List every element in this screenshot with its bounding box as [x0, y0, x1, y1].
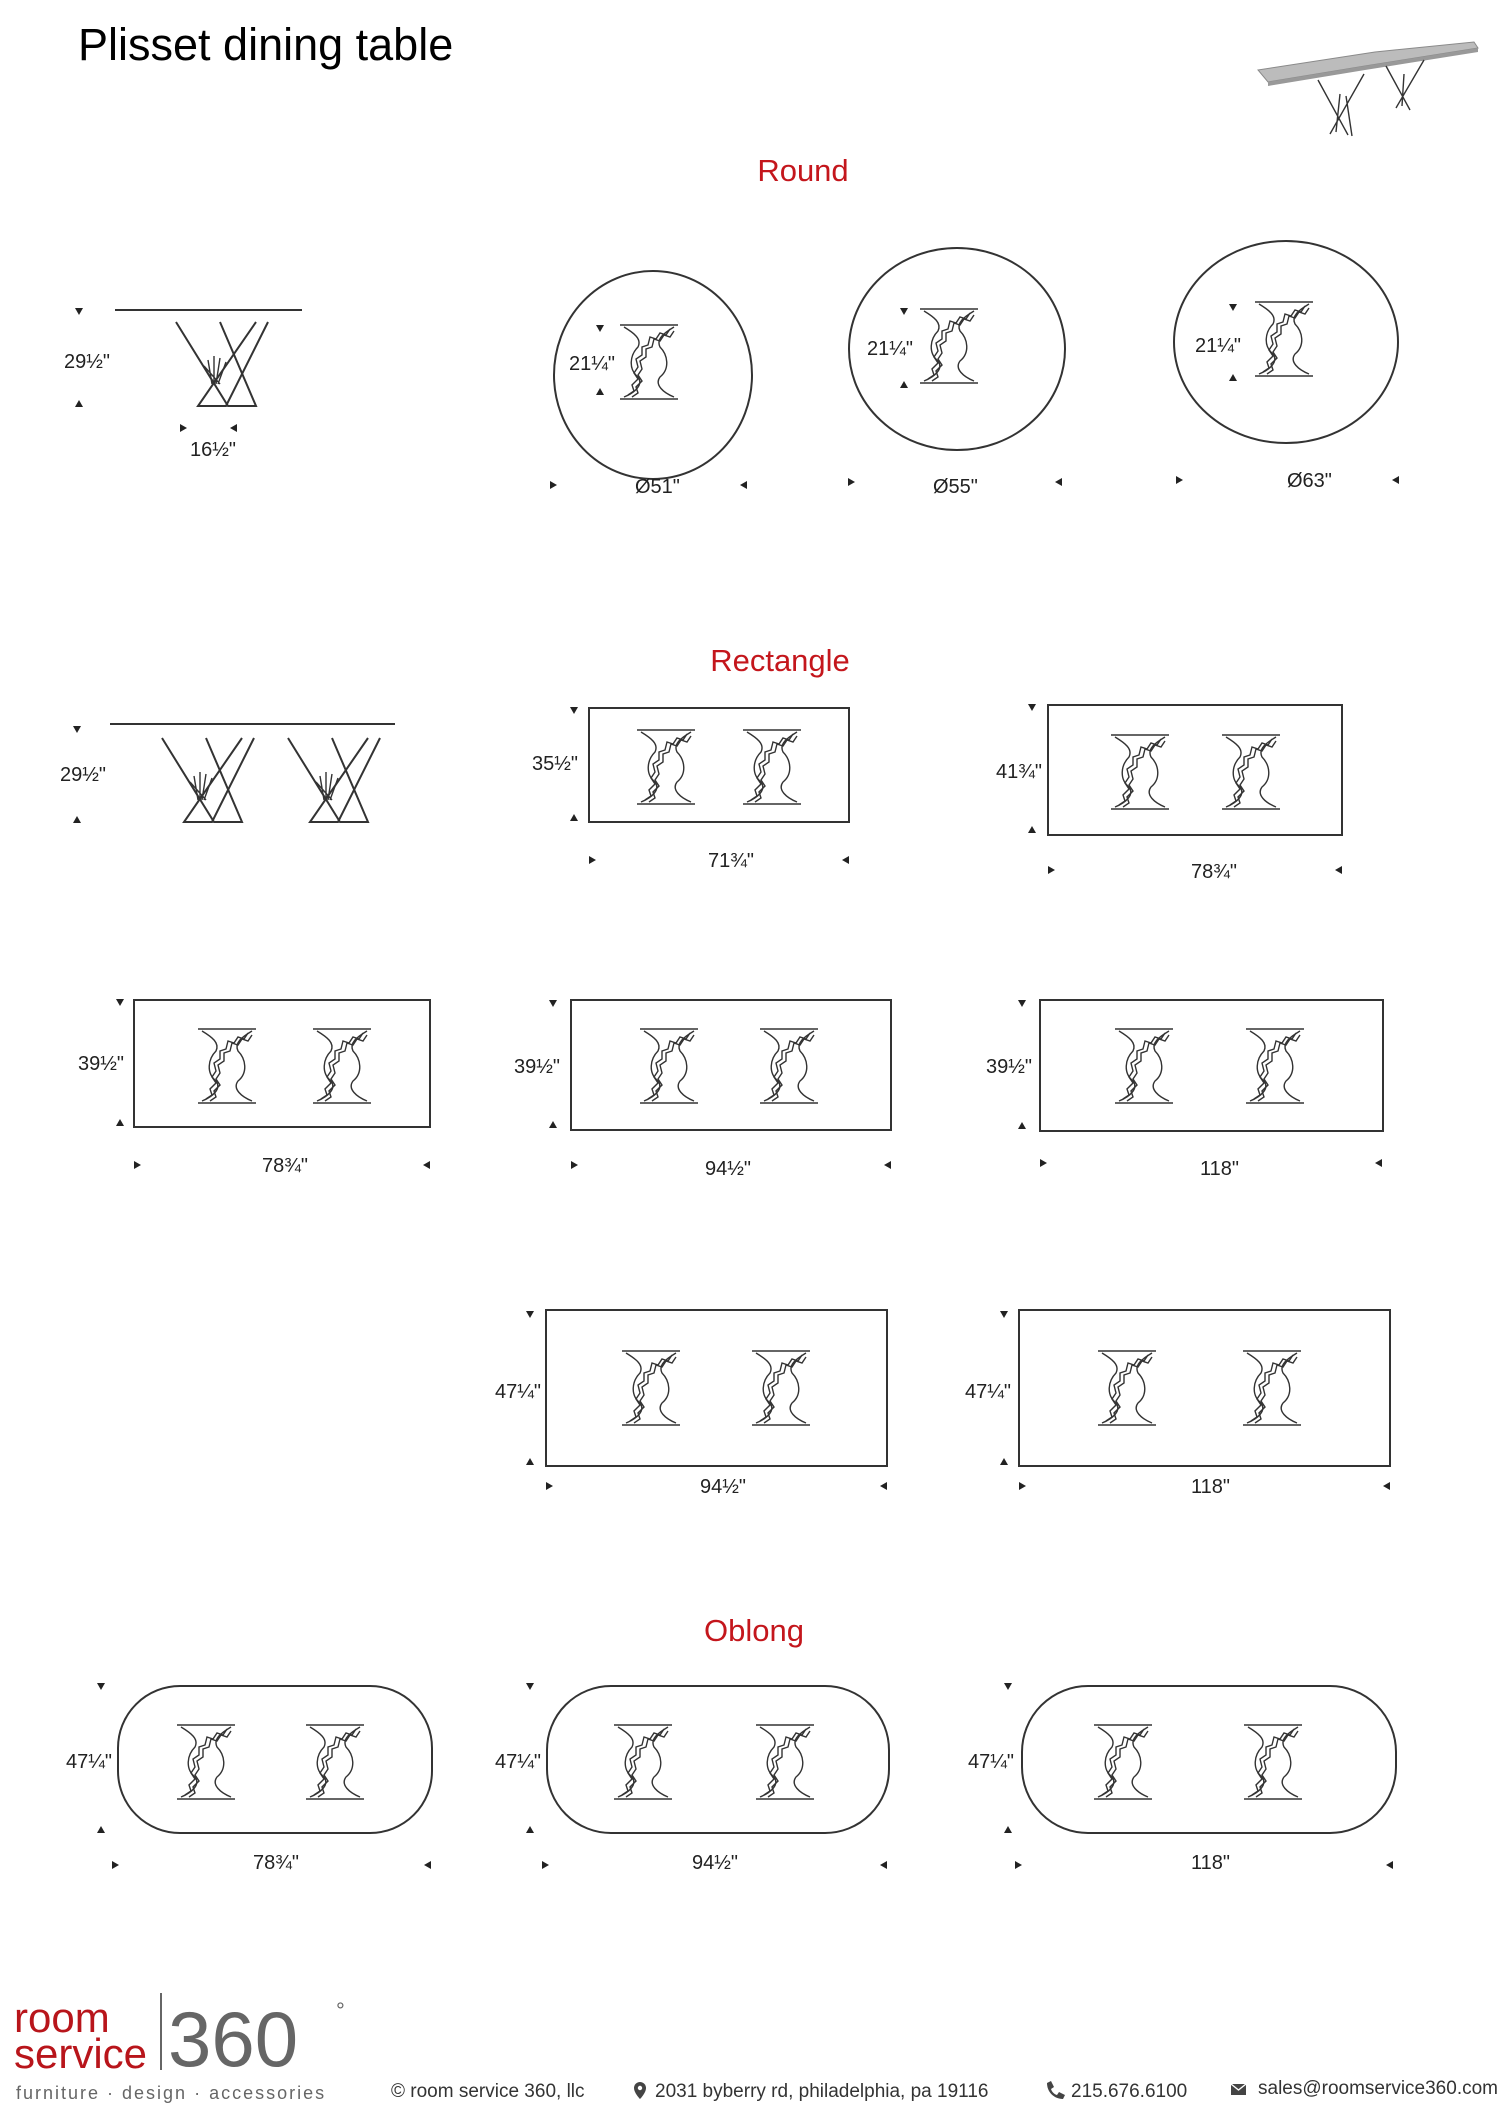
round-51-diameter: Ø51" [635, 476, 680, 498]
brand-logo [14, 1993, 345, 2083]
rectangle-71-depth: 35½" [532, 753, 579, 775]
section-heading-rectangle: Rectangle [710, 643, 850, 678]
round-side-height: 29½" [64, 351, 111, 373]
oblong-94-length: 94½" [692, 1852, 739, 1874]
footer-email: sales@roomservice360.com [1258, 2078, 1498, 2099]
oblong-top-118 [968, 1683, 1396, 1874]
rectangle-94-39-length: 94½" [705, 1158, 752, 1180]
oblong-78-length: 78¾" [253, 1852, 300, 1874]
brand-360: 360 [168, 1995, 299, 2083]
rectangle-118-47-depth: 47¼" [965, 1381, 1012, 1403]
round-top-51 [550, 271, 752, 498]
round-63-diameter: Ø63" [1287, 470, 1332, 492]
rectangle-top-94-39 [514, 1000, 891, 1180]
rectangle-top-94-47 [495, 1310, 887, 1498]
oblong-78-depth: 47¼" [66, 1751, 113, 1773]
round-side-base-width: 16½" [190, 439, 237, 461]
round-55-diameter: Ø55" [933, 476, 978, 498]
round-51-base-size: 21¼" [569, 353, 616, 375]
map-pin-icon [634, 2082, 646, 2099]
section-heading-round: Round [757, 153, 849, 188]
round-side-elevation [64, 308, 302, 461]
round-top-63 [1174, 241, 1399, 492]
rectangle-top-118-39 [986, 1000, 1383, 1180]
rectangle-118-39-depth: 39½" [986, 1056, 1033, 1078]
oblong-94-depth: 47¼" [495, 1751, 542, 1773]
oblong-118-depth: 47¼" [968, 1751, 1015, 1773]
rectangle-94-47-length: 94½" [700, 1476, 747, 1498]
rectangle-top-118-47 [965, 1310, 1390, 1498]
rectangle-78-41-length: 78¾" [1191, 861, 1238, 883]
oblong-top-78 [66, 1683, 432, 1874]
rectangle-top-71 [532, 707, 849, 872]
rectangle-side-elevation [60, 724, 395, 823]
footer-copyright: © room service 360, llc [391, 2081, 585, 2102]
section-heading-oblong: Oblong [704, 1613, 804, 1648]
rectangle-78-39-length: 78¾" [262, 1155, 309, 1177]
brand-degree: ° [336, 1998, 345, 2023]
footer-phone: 215.676.6100 [1071, 2081, 1188, 2102]
envelope-icon [1231, 2084, 1246, 2095]
rectangle-top-78-39 [78, 999, 430, 1177]
rectangle-top-78-41 [996, 704, 1342, 883]
rectangle-78-41-depth: 41¾" [996, 761, 1043, 783]
table-perspective-thumbnail [1258, 42, 1478, 136]
footer [14, 1993, 1498, 2103]
phone-icon [1047, 2081, 1065, 2099]
round-top-55 [848, 248, 1065, 498]
brand-service: service [14, 2030, 148, 2077]
rectangle-94-47-depth: 47¼" [495, 1381, 542, 1403]
rectangle-side-height: 29½" [60, 764, 107, 786]
brand-tagline: furniture · design · accessories [16, 2083, 327, 2103]
oblong-118-length: 118" [1191, 1852, 1230, 1874]
rectangle-94-39-depth: 39½" [514, 1056, 561, 1078]
brand-room: room [14, 1994, 110, 2041]
oblong-top-94 [495, 1683, 889, 1874]
rectangle-78-39-depth: 39½" [78, 1053, 125, 1075]
rectangle-118-39-length: 118" [1200, 1158, 1239, 1180]
page-title: Plisset dining table [78, 19, 454, 70]
round-63-base-size: 21¼" [1195, 335, 1242, 357]
rectangle-118-47-length: 118" [1191, 1476, 1230, 1498]
round-55-base-size: 21¼" [867, 338, 914, 360]
footer-address: 2031 byberry rd, philadelphia, pa 19116 [655, 2081, 989, 2102]
rectangle-71-length: 71¾" [708, 850, 755, 872]
